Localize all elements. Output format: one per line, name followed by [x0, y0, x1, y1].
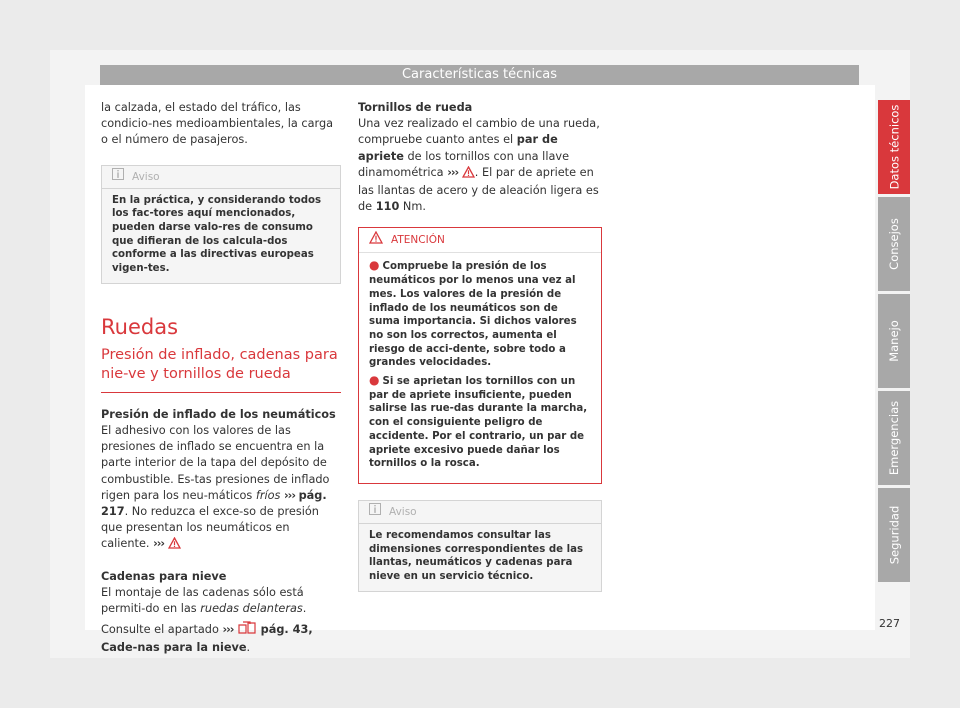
tab-datos-tecnicos[interactable]: [878, 100, 910, 194]
notice-text: En la práctica, y considerando todos los fac-tores aquí mencionados, pueden darse valo-res de consumo que difieran de los calcula-dos conforme a las directivas europeas vigen-tes.: [112, 194, 322, 275]
book-reference-icon[interactable]: [237, 621, 257, 640]
page-reference-link[interactable]: pág. 217: [101, 488, 327, 519]
section-title: Ruedas: [101, 314, 179, 339]
warning-item: [369, 374, 591, 471]
warning-triangle-icon[interactable]: [462, 166, 475, 183]
wheel-bolts-text-d: Nm.: [399, 200, 426, 214]
tire-pressure-heading: Presión de inflado de los neumáticos: [101, 407, 336, 421]
warning-item-text: Compruebe la presión de los neumáticos por lo menos una vez al mes. Los valores de la presión de inflado de los neumáticos son de suma importancia. Si dichos valores no son los correctos, aumenta el riesgo de acci-dente, sobre todo a grandes velocidades.: [369, 261, 577, 369]
tab-label: Seguridad: [887, 505, 902, 565]
warning-item: [369, 259, 591, 370]
wheel-bolts-paragraph: [358, 116, 602, 215]
consult-text: Consulte el apartado: [101, 623, 219, 637]
bullet-icon: ●: [369, 373, 380, 388]
notice-header: [359, 501, 601, 524]
consult-end: .: [246, 641, 251, 655]
wheel-bolts-text-c: . El par de apriete en las llantas de acero y de aleación ligera es de: [358, 165, 599, 214]
tire-pressure-text-a: El adhesivo con los valores de las presiones de inflado se encuentra en la parte interior de la tapa del depósito de combustible. Es-tas presiones de inflado rigen para los neu-máticos: [101, 424, 330, 502]
notice-box: [358, 500, 602, 592]
cross-reference-arrow: ›››: [284, 488, 295, 502]
wheel-bolts-text-a: Una vez realizado el cambio de una rueda, compruebe cuanto antes el: [358, 117, 600, 147]
notice-label: Aviso: [132, 170, 160, 183]
cross-reference-arrow: ›››: [222, 623, 234, 637]
tab-emergencias[interactable]: [878, 391, 910, 485]
warning-triangle-icon[interactable]: [168, 537, 181, 554]
cross-reference-arrow: ›››: [153, 537, 165, 551]
tab-label: Manejo: [887, 320, 902, 362]
tire-pressure-text-b: . No reduzca el exce-so de presión que presentan los neumáticos en caliente.: [101, 505, 319, 551]
notice-text: Le recomendamos consultar las dimensiones correspondientes de las llantas, neumáticos y cadenas para nieve en un servicio técnico.: [369, 529, 584, 583]
warning-item-text: Si se aprietan los tornillos con un par de apriete insuficiente, pueden salirse las rue-das durante la marcha, con el consiguiente peligro de accidente. Por el contrario, un par de apriete excesivo puede dañar los tornillos o la rosca.: [369, 376, 588, 470]
notice-box: [101, 165, 341, 284]
page-number: 227: [879, 617, 900, 630]
tab-label: Datos técnicos: [887, 104, 901, 190]
info-icon: [369, 503, 381, 520]
warning-box: [358, 227, 602, 484]
info-icon: [112, 168, 124, 185]
wheel-bolts-text-b: de los tornillos con una llave dinamométrica: [358, 149, 570, 179]
snow-chains-text-b: .: [302, 602, 307, 616]
snow-chains-text-a: El montaje de las cadenas sólo está permiti-do en las: [101, 585, 304, 616]
snow-chains-paragraph: [101, 585, 341, 617]
tab-manejo[interactable]: [878, 294, 910, 388]
notice-label: Aviso: [389, 505, 417, 518]
warning-header: [359, 228, 601, 253]
tab-label: Emergencias: [887, 400, 902, 476]
section-subtitle: Presión de inflado, cadenas para nie-ve y tornillos de rueda: [101, 346, 341, 393]
tire-pressure-italic: fríos: [255, 488, 281, 502]
snow-chains-heading: Cadenas para nieve: [101, 569, 227, 583]
chapter-header: Características técnicas: [100, 65, 859, 85]
tab-label: Consejos: [887, 218, 901, 270]
page-reference-link[interactable]: pág. 43, Cade-nas para la nieve: [101, 623, 313, 655]
left-column: [101, 100, 341, 657]
middle-column: [358, 100, 602, 592]
torque-value: 110: [375, 200, 400, 214]
torque-label: par de apriete: [358, 133, 558, 163]
intro-paragraph: la calzada, el estado del tráfico, las condicio-nes medioambientales, la carga o el número de pasajeros.: [101, 101, 334, 147]
warning-body: [359, 253, 601, 483]
bullet-icon: ●: [369, 258, 380, 273]
notice-header: [102, 166, 340, 189]
tab-seguridad[interactable]: [878, 488, 910, 582]
snow-chains-italic: ruedas delanteras: [200, 602, 303, 616]
wheel-bolts-heading: Tornillos de rueda: [358, 101, 473, 114]
consult-paragraph: [101, 621, 341, 656]
tab-consejos[interactable]: [878, 197, 910, 291]
tire-pressure-paragraph: [101, 423, 341, 555]
warning-label: ATENCIÓN: [391, 234, 445, 247]
cross-reference-arrow: ›››: [447, 165, 459, 179]
warning-triangle-icon: [369, 231, 383, 250]
